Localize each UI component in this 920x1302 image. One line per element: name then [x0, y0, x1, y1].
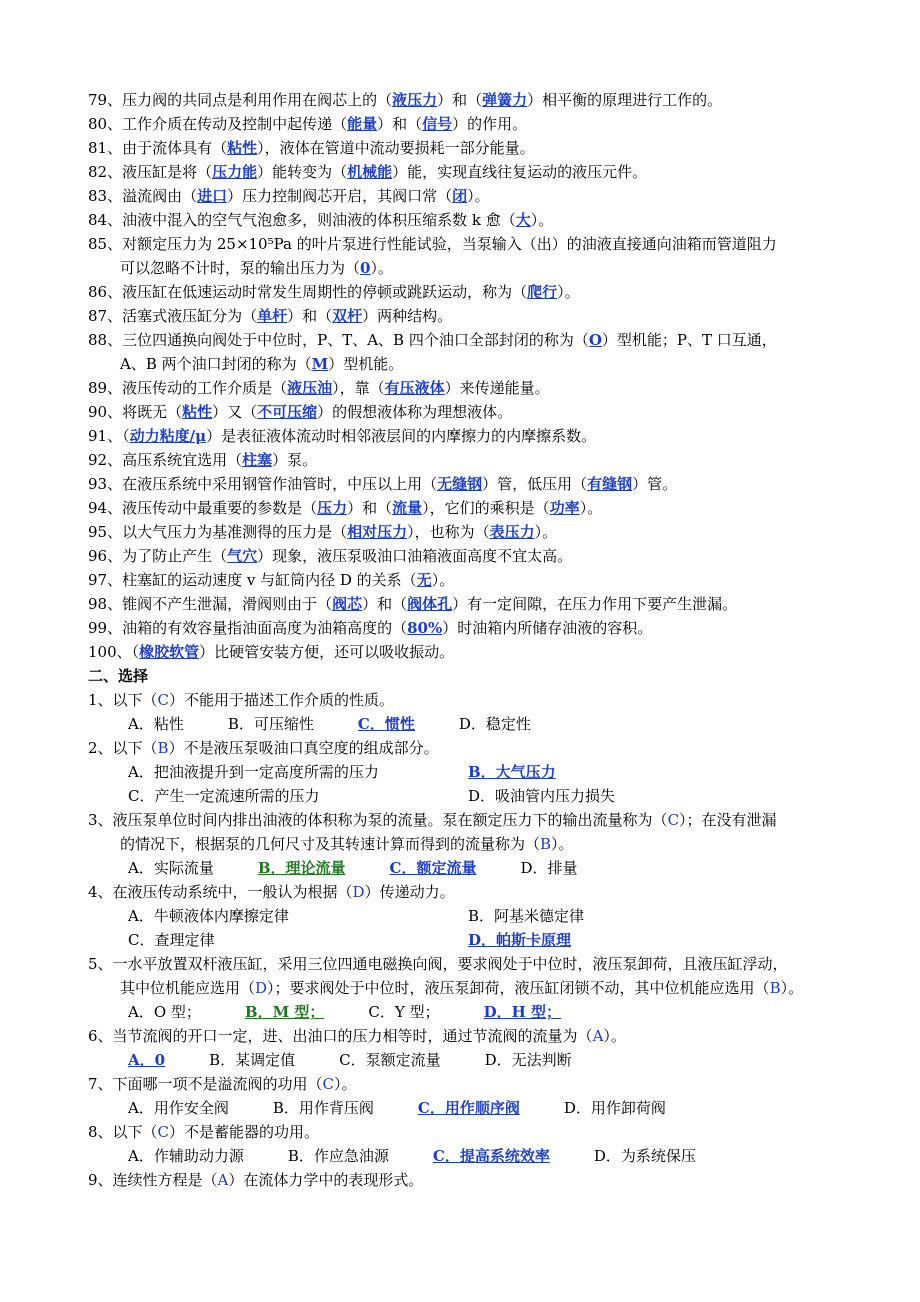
answer-text: 不可压缩 — [257, 403, 318, 421]
fill-line — [88, 328, 888, 352]
question-text: ）在流体力学中的表现形式。 — [228, 1171, 424, 1189]
answer-text: 信号 — [422, 115, 453, 133]
question-text: 锥阀不产生泄漏，滑阀则由于（ — [122, 595, 333, 613]
question-text: 5、一水平放置双杆液压缸，采用三位四通电磁换向阀，要求阀处于中位时，液压泵卸荷，且液压缸浮动， — [88, 955, 788, 973]
answer-text: 液压油 — [287, 379, 333, 397]
answer-text: 无缝钢 — [437, 475, 483, 493]
question-text: ）不能用于描述工作介质的性质。 — [169, 691, 395, 709]
fill-line — [88, 280, 888, 304]
question-text: ）。 — [780, 979, 804, 997]
question-text: 以大气压力为基准测得的压力是（ — [122, 523, 348, 541]
answer-letter: B — [769, 979, 781, 997]
answer-letter: A — [592, 1027, 604, 1045]
choice-question — [88, 1120, 888, 1144]
answer-text: 压力 — [317, 499, 348, 517]
question-text: ）不是液压泵吸油口真空度的组成部分。 — [168, 739, 439, 757]
choice-question — [88, 808, 888, 832]
fill-line — [88, 208, 888, 232]
question-text: ），靠（ — [332, 379, 385, 397]
option: C．提高系统效率 — [432, 1147, 550, 1165]
answer-text: 弹簧力 — [482, 91, 528, 109]
question-text: ）。 — [603, 1027, 626, 1045]
option: B．作应急油源 — [287, 1147, 389, 1165]
options-row — [88, 784, 888, 808]
question-text: ）能，实现直线往复运动的液压元件。 — [392, 163, 648, 181]
option: D．帕斯卡原理 — [468, 931, 572, 949]
question-number: 93、 — [88, 475, 123, 493]
fill-line — [88, 112, 888, 136]
question-text: 高压系统宜选用（ — [122, 451, 243, 469]
option: D．稳定性 — [458, 715, 531, 733]
option: A．把油液提升到一定高度所需的压力 — [128, 763, 379, 781]
answer-text: 机械能 — [347, 163, 393, 181]
options-row — [88, 1096, 888, 1120]
options-row — [88, 904, 888, 928]
question-number: 86、 — [88, 283, 123, 301]
fill-line — [88, 232, 888, 256]
question-text: ）。 — [534, 523, 558, 541]
fill-line — [88, 616, 888, 640]
option: D．H 型； — [483, 1003, 561, 1021]
choice-question — [88, 880, 888, 904]
fill-line — [88, 520, 888, 544]
fill-line — [88, 448, 888, 472]
question-text: ）比硬管安装方便，还可以吸收振动。 — [199, 643, 455, 661]
question-text: ）泵。 — [272, 451, 318, 469]
question-text: ）有一定间隙，在压力作用下要产生泄漏。 — [452, 595, 738, 613]
question-text: ）压力控制阀芯开启，其阀口常（ — [227, 187, 453, 205]
question-number: 87、 — [88, 307, 123, 325]
question-number: 82、 — [88, 163, 123, 181]
options-row — [88, 1000, 888, 1024]
option: B．某调定值 — [209, 1051, 296, 1069]
question-text: ）；要求阀处于中位时，液压泵卸荷，液压缸闭锁不动，其中位机能应选用（ — [267, 979, 770, 997]
question-text: ）。 — [467, 187, 490, 205]
answer-text: 0 — [360, 259, 371, 277]
question-text: 可以忽略不计时，泵的输出压力为（ — [120, 259, 361, 277]
question-text: 9、连续性方程是（ — [88, 1171, 218, 1189]
option: B．用作背压阀 — [272, 1099, 374, 1117]
answer-text: 闭 — [452, 187, 468, 205]
question-text: 1、以下（ — [88, 691, 158, 709]
question-text: 液压缸在低速运动时常发生周期性的停顿或跳跃运动，称为（ — [122, 283, 528, 301]
question-text: ）。 — [557, 283, 580, 301]
question-text: ）是表征液体流动时相邻液层间的内摩擦力的内摩擦系数。 — [206, 427, 597, 445]
question-text: ）来传递能量。 — [444, 379, 550, 397]
question-number: 84、 — [88, 211, 123, 229]
answer-text: 动力粘度/μ — [129, 427, 207, 445]
question-text: 其中位机能应选用（ — [120, 979, 256, 997]
option: C．Y 型； — [368, 1003, 440, 1021]
question-text: （ — [122, 427, 130, 445]
answer-text: 进口 — [197, 187, 228, 205]
fill-line — [88, 472, 888, 496]
question-text: 将既无（ — [122, 403, 183, 421]
question-text: ）管，低压用（ — [482, 475, 588, 493]
question-number: 85、 — [88, 235, 123, 253]
answer-text: 爬行 — [527, 283, 558, 301]
answer-letter: C — [667, 811, 680, 829]
answer-text: 双杆 — [332, 307, 363, 325]
answer-letter: C — [322, 1075, 335, 1093]
option: D．用作卸荷阀 — [563, 1099, 666, 1117]
question-text: 液压传动的工作介质是（ — [122, 379, 288, 397]
choice-question — [88, 1072, 888, 1096]
question-text: 的情况下，根据泵的几何尺寸及其转速计算而得到的流量称为（ — [120, 835, 541, 853]
answer-letter: C — [157, 1123, 170, 1141]
answer-text: 无 — [416, 571, 432, 589]
section-title: 二、选择 — [88, 667, 149, 685]
option: A．实际流量 — [128, 859, 214, 877]
option: C．额定流量 — [389, 859, 477, 877]
question-number: 83、 — [88, 187, 123, 205]
question-text: ）时油箱内所储存油液的容积。 — [442, 619, 653, 637]
choice-question — [88, 688, 888, 712]
question-number: 91、 — [88, 427, 123, 445]
question-text: ）。 — [551, 835, 574, 853]
question-text: （ — [131, 643, 140, 661]
answer-text: 有压液体 — [384, 379, 445, 397]
answer-letter: D — [352, 883, 365, 901]
answer-text: 气穴 — [227, 547, 258, 565]
options-row — [88, 760, 888, 784]
answer-text: 柱塞 — [242, 451, 273, 469]
option: A．O 型； — [128, 1003, 201, 1021]
answer-text: 粘性 — [182, 403, 213, 421]
question-text: ）和（ — [377, 115, 423, 133]
question-text: ），液体在管道中流动要损耗一部分能量。 — [257, 139, 535, 157]
answer-text: 大 — [515, 211, 531, 229]
answer-text: 80% — [407, 619, 443, 637]
fill-line — [88, 352, 888, 376]
question-text: ）两种结构。 — [362, 307, 453, 325]
fill-line — [88, 136, 888, 160]
question-number: 94、 — [88, 499, 123, 517]
question-number: 95、 — [88, 523, 123, 541]
question-text: 柱塞缸的运动速度 v 与缸筒内径 D 的关系（ — [122, 571, 417, 589]
question-text: ）现象，液压泵吸油口油箱液面高度不宜太高。 — [257, 547, 573, 565]
answer-text: 单杆 — [257, 307, 288, 325]
fill-line — [88, 88, 888, 112]
question-text: ）相平衡的原理进行工作的。 — [527, 91, 723, 109]
fill-line — [88, 304, 888, 328]
question-text: ）的假想液体称为理想液体。 — [317, 403, 513, 421]
answer-letter: C — [157, 691, 170, 709]
question-text: 3、液压泵单位时间内排出油液的体积称为泵的流量。泵在额定压力下的输出流量称为（ — [88, 811, 668, 829]
question-text: ）和（ — [287, 307, 333, 325]
fill-line — [88, 160, 888, 184]
options-row — [88, 1048, 888, 1072]
choice-question-cont — [88, 976, 888, 1000]
answer-text: 功率 — [549, 499, 580, 517]
options-row — [88, 1144, 888, 1168]
question-number: 81、 — [88, 139, 123, 157]
option: C．查理定律 — [128, 931, 215, 949]
question-text: 液压传动中最重要的参数是（ — [122, 499, 318, 517]
question-number: 100、 — [88, 643, 132, 661]
question-text: ）又（ — [212, 403, 258, 421]
options-row — [88, 928, 888, 952]
fill-line — [88, 544, 888, 568]
options-row — [88, 712, 888, 736]
option: B．可压缩性 — [227, 715, 314, 733]
options-row — [88, 856, 888, 880]
answer-text: 液压力 — [392, 91, 438, 109]
answer-text: 压力能 — [212, 163, 258, 181]
choice-question — [88, 1024, 888, 1048]
option: B．理论流量 — [257, 859, 346, 877]
answer-text: 表压力 — [489, 523, 535, 541]
option: A．用作安全阀 — [128, 1099, 229, 1117]
fill-line — [88, 424, 888, 448]
question-text: ）；在没有泄漏 — [679, 811, 777, 829]
fill-line — [88, 376, 888, 400]
question-number: 80、 — [88, 115, 123, 133]
question-text: 2、以下（ — [88, 739, 158, 757]
question-text: 液压缸是将（ — [122, 163, 213, 181]
question-text: ）能转变为（ — [257, 163, 348, 181]
question-text: A、B 两个油口封闭的称为（ — [120, 355, 312, 373]
question-text: 三位四通换向阀处于中位时，P、T、A、B 四个油口全部封闭的称为（ — [122, 331, 589, 349]
question-text: ）型机能；P、T 口互通， — [601, 331, 777, 349]
question-text: 油箱的有效容量指油面高度为油箱高度的（ — [122, 619, 408, 637]
question-text: ）和（ — [347, 499, 393, 517]
option: B．M 型； — [244, 1003, 325, 1021]
question-text: ）。 — [370, 259, 393, 277]
answer-letter: D — [255, 979, 268, 997]
question-text: 7、下面哪一项不是溢流阀的功用（ — [88, 1075, 323, 1093]
option: D．排量 — [520, 859, 578, 877]
option: A．粘性 — [128, 715, 184, 733]
question-number: 92、 — [88, 451, 123, 469]
question-text: ），它们的乘积是（ — [422, 499, 550, 517]
fill-line — [88, 568, 888, 592]
option: D．无法判断 — [484, 1051, 572, 1069]
option: D．为系统保压 — [593, 1147, 696, 1165]
question-number: 88、 — [88, 331, 123, 349]
option: D．吸油管内压力损失 — [468, 787, 616, 805]
fill-line — [88, 640, 888, 664]
question-text: 工作介质在传动及控制中起传递（ — [122, 115, 348, 133]
answer-letter: B — [540, 835, 552, 853]
question-text: 压力阀的共同点是利用作用在阀芯上的（ — [122, 91, 393, 109]
document-page — [88, 88, 888, 1192]
choice-question — [88, 736, 888, 760]
option: B．大气压力 — [468, 763, 556, 781]
question-text: ），也称为（ — [407, 523, 490, 541]
option: C．产生一定流速所需的压力 — [128, 787, 320, 805]
answer-text: 阀体孔 — [407, 595, 453, 613]
question-number: 98、 — [88, 595, 123, 613]
question-text: ）。 — [334, 1075, 357, 1093]
question-text: 活塞式液压缸分为（ — [122, 307, 258, 325]
fill-line — [88, 592, 888, 616]
question-text: ）。 — [579, 499, 603, 517]
answer-text: M — [311, 355, 329, 373]
question-text: 6、当节流阀的开口一定，进、出油口的压力相等时，通过节流阀的流量为（ — [88, 1027, 593, 1045]
question-number: 99、 — [88, 619, 123, 637]
question-text: 8、以下（ — [88, 1123, 158, 1141]
question-text: ）不是蓄能器的功用。 — [169, 1123, 320, 1141]
answer-text: 橡胶软管 — [139, 643, 200, 661]
option: A．牛顿液体内摩擦定律 — [128, 907, 289, 925]
question-number: 89、 — [88, 379, 123, 397]
choice-question-cont — [88, 832, 888, 856]
answer-text: 相对压力 — [347, 523, 408, 541]
fill-line — [88, 256, 888, 280]
question-text: 油液中混入的空气气泡愈多，则油液的体积压缩系数 k 愈（ — [122, 211, 516, 229]
answer-text: 阀芯 — [332, 595, 363, 613]
question-text: ）型机能。 — [328, 355, 404, 373]
question-text: ）和（ — [362, 595, 408, 613]
question-text: 在液压系统中采用钢管作油管时，中压以上用（ — [122, 475, 438, 493]
answer-text: 粘性 — [227, 139, 258, 157]
option: B．阿基米德定律 — [468, 907, 585, 925]
choice-question — [88, 952, 888, 976]
question-text: 为了防止产生（ — [122, 547, 228, 565]
question-text: 溢流阀由（ — [122, 187, 198, 205]
choice-question — [88, 1168, 888, 1192]
question-text: 4、在液压传动系统中，一般认为根据（ — [88, 883, 353, 901]
answer-text: 有缝钢 — [587, 475, 633, 493]
question-text: ）管。 — [632, 475, 678, 493]
answer-letter: B — [157, 739, 169, 757]
question-text: 对额定压力为 25×10⁵Pa 的叶片泵进行性能试验，当泵输入（出）的油液直接通向油箱而管道阻力 — [122, 235, 777, 253]
question-number: 79、 — [88, 91, 123, 109]
option: A．作辅助动力源 — [128, 1147, 244, 1165]
question-text: ）。 — [431, 571, 455, 589]
question-text: ）。 — [530, 211, 554, 229]
option: C．泵额定流量 — [339, 1051, 441, 1069]
option: C．用作顺序阀 — [417, 1099, 520, 1117]
question-text: ）的作用。 — [452, 115, 528, 133]
fill-line — [88, 496, 888, 520]
question-text: ）和（ — [437, 91, 483, 109]
answer-text: 流量 — [392, 499, 423, 517]
fill-line — [88, 184, 888, 208]
question-text: 由于流体具有（ — [122, 139, 228, 157]
question-number: 96、 — [88, 547, 123, 565]
answer-text: O — [588, 331, 602, 349]
question-number: 97、 — [88, 571, 123, 589]
option: A．0 — [128, 1051, 166, 1069]
question-number: 90、 — [88, 403, 123, 421]
question-text: ）传递动力。 — [364, 883, 455, 901]
answer-text: 能量 — [347, 115, 378, 133]
option: C．惯性 — [357, 715, 415, 733]
answer-letter: A — [217, 1171, 229, 1189]
fill-line — [88, 400, 888, 424]
